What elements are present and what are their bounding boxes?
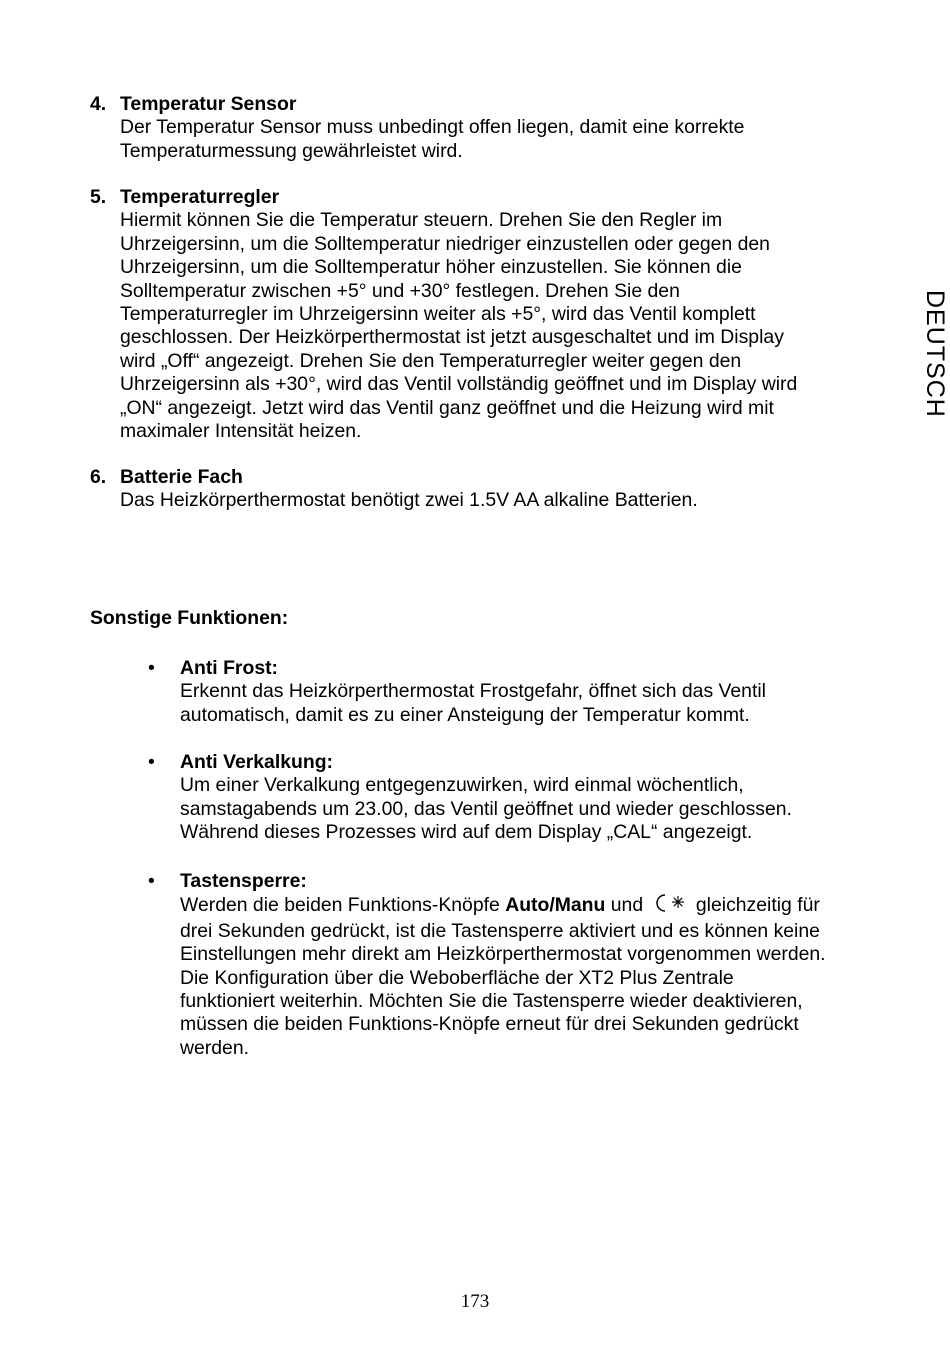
item-text: Das Heizkörperthermostat benötigt zwei 1.5V AA alkaline Batterien. xyxy=(120,489,698,512)
bullet-title: Anti Frost: xyxy=(180,657,279,679)
bullet-tastensperre xyxy=(90,870,870,1060)
text-after-line1: gleichzeitig für xyxy=(690,894,820,917)
text-rest: drei Sekunden gedrückt, ist die Tastensperre aktiviert und es können keine Einstellungen mehr direkt am Heizkörperthermostat vorgenommen werden. Die Konfiguration über die Weboberfläche der XT2 Plus Zentrale funktioniert weiterhin. Möchten Sie die Tastensperre wieder deaktivieren, müssen die beiden Funktions-Knöpfe erneut für drei Sekunden gedrückt werden. xyxy=(180,919,826,1059)
text-before: Werden die beiden Funktions-Knöpfe xyxy=(180,894,506,917)
item-number: 6. xyxy=(90,466,107,488)
item-number: 4. xyxy=(90,93,107,115)
text-middle: und xyxy=(605,894,649,917)
moon-sun-icon xyxy=(653,893,687,919)
bullet-symbol: • xyxy=(148,870,155,892)
bullet-symbol: • xyxy=(148,751,155,773)
item-title: Temperatur Sensor xyxy=(120,93,297,115)
bullet-text: Erkennt das Heizkörperthermostat Frostgefahr, öffnet sich das Ventil automatisch, damit es zu einer Ansteigung der Temperatur kommt. xyxy=(180,680,766,726)
item-text: Hiermit können Sie die Temperatur steuern. Drehen Sie den Regler im Uhrzeigersinn, um die Solltemperatur niedriger einzustellen oder gegen den Uhrzeigersinn, um die Solltemperatur höher einzustellen. Sie können die Solltemperatur zwischen +5° und +30° festlegen. Drehen Sie den Temperaturregler im Uhrzeigersinn weiter als +5°, wird das Ventil komplett geschlossen. Der Heizkörperthermostat ist jetzt ausgeschaltet und im Display wird „Off“ angezeigt. Drehen Sie den Temperaturregler weiter gegen den Uhrzeigersinn als +30°, wird das Ventil vollständig geöffnet und im Display wird „ON“ angezeigt. Jetzt wird das Ventil ganz geöffnet und die Heizung wird mit maximaler Intensität heizen. xyxy=(120,209,798,443)
language-side-tab: DEUTSCH xyxy=(921,290,949,418)
section-heading: Sonstige Funktionen: xyxy=(90,607,289,629)
bullet-anti-frost xyxy=(90,657,870,727)
auto-manu-label: Auto/Manu xyxy=(505,894,606,917)
item-title: Temperaturregler xyxy=(120,186,280,208)
item-text: Der Temperatur Sensor muss unbedingt offen liegen, damit eine korrekte Temperaturmessung gewährleistet wird. xyxy=(120,116,745,162)
bullet-text xyxy=(180,893,870,1060)
page-number: 173 xyxy=(460,1291,490,1312)
item-title: Batterie Fach xyxy=(120,466,243,488)
bullet-anti-verkalkung xyxy=(90,751,870,845)
item-number: 5. xyxy=(90,186,107,208)
bullet-symbol: • xyxy=(148,657,155,679)
item-temperatur-sensor xyxy=(90,93,850,163)
bullet-text: Um einer Verkalkung entgegenzuwirken, wird einmal wöchentlich, samstagabends um 23.00, das Ventil geöffnet und wieder geschlossen. Während dieses Prozesses wird auf dem Display „CAL“ angezeigt. xyxy=(180,774,792,844)
bullet-title: Tastensperre: xyxy=(180,870,307,892)
bullet-title: Anti Verkalkung: xyxy=(180,751,334,773)
item-temperaturregler xyxy=(90,186,850,443)
item-batterie-fach xyxy=(90,466,850,513)
